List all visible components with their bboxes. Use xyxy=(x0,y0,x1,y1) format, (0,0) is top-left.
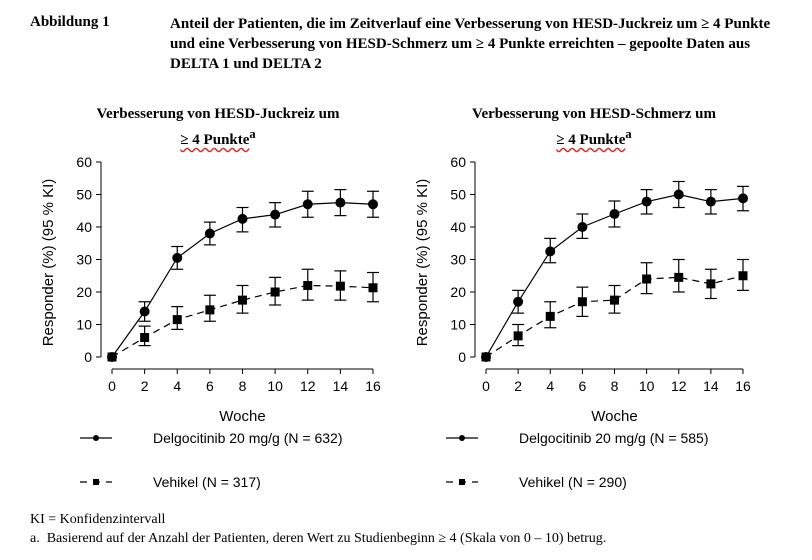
chart-2-series-2-point xyxy=(642,275,651,284)
chart-2-y-tick-label: 30 xyxy=(450,251,466,268)
chart-1-y-tick-label: 0 xyxy=(84,349,92,365)
chart-2-series-1-point xyxy=(738,193,748,203)
chart-2-x-tick-label: 2 xyxy=(514,378,523,394)
chart-2-series-2-point xyxy=(706,279,715,288)
chart-2-x-tick-label: 6 xyxy=(578,378,587,394)
chart-1-series-2-point xyxy=(336,282,345,291)
chart-2-series-2-legend-label: Vehikel (N = 290) xyxy=(519,474,627,490)
chart-2-y-axis-label: Responder (%) (95 % KI) xyxy=(414,178,431,347)
chart-2-series-1-point xyxy=(706,197,716,207)
chart-2-y-tick-label: 10 xyxy=(450,316,466,333)
chart-1-title-line2: ≥ 4 Punkte xyxy=(180,132,250,148)
chart-1-series-1-legend-marker xyxy=(93,435,99,441)
chart-1-series-2-point xyxy=(205,305,214,314)
figure-number: Abbildung 1 xyxy=(30,14,110,30)
chart-1-series-1-point xyxy=(172,253,182,263)
chart-1-series-1-point xyxy=(205,229,215,239)
chart-2-y-tick-label: 20 xyxy=(450,284,466,300)
chart-2-x-tick-label: 4 xyxy=(546,378,555,394)
chart-2-x-axis-label: Woche xyxy=(591,408,638,425)
chart-2-title-line1: Verbesserung von HESD-Schmerz um xyxy=(471,106,717,122)
chart-1-series-2-point xyxy=(140,333,149,342)
chart-1-title-sup: a xyxy=(249,127,256,141)
chart-2-x-tick-label: 16 xyxy=(735,378,751,394)
chart-1-x-axis-label: Woche xyxy=(219,408,266,425)
footnote-a-text: Basierend auf der Anzahl der Patienten, deren Wert zu Studienbeginn ≥ 4 (Skala von 0 – 10) betrug. xyxy=(46,531,607,546)
chart-1-y-tick-label: 50 xyxy=(76,186,92,203)
footnote-abbreviation: KI = Konfidenzintervall xyxy=(30,512,166,527)
chart-2-y-tick-label: 50 xyxy=(450,186,466,203)
chart-1-series-1-point xyxy=(270,210,280,220)
footnote-a xyxy=(30,531,606,547)
chart-2-x-tick-label: 12 xyxy=(670,378,687,394)
chart-1-series-2-legend-label: Vehikel (N = 317) xyxy=(153,474,261,490)
chart-2-x-tick-label: 14 xyxy=(703,378,719,394)
chart-1-x-tick-label: 2 xyxy=(140,378,149,394)
figure-title: Anteil der Patienten, die im Zeitverlauf eine Verbesserung von HESD-Juckreiz um ≥ 4 Punkte und eine Verbesserung von HESD-Schmerz um ≥ 4 Punkte erreichten – gepoolte Daten aus DELTA 1 und DELTA 2 xyxy=(170,16,771,72)
chart-2-series-2-point xyxy=(610,296,619,305)
chart-1-x-tick-label: 14 xyxy=(332,378,349,394)
chart-2-series-1-point xyxy=(642,197,652,207)
chart-1-x-tick-label: 4 xyxy=(173,378,182,394)
chart-1-x-tick-label: 12 xyxy=(299,378,316,394)
chart-2-series-1-point xyxy=(610,209,620,219)
chart-1-series-1-point xyxy=(335,198,345,208)
chart-1-series-2-point xyxy=(271,288,280,297)
chart-1-series-1-point xyxy=(368,199,378,209)
chart-1-y-tick-label: 40 xyxy=(76,219,92,235)
chart-2-title-line2: ≥ 4 Punkte xyxy=(556,132,626,148)
chart-1-x-tick-label: 8 xyxy=(238,378,247,394)
chart-2-series-2-point xyxy=(482,353,491,362)
chart-1-y-tick-label: 30 xyxy=(76,251,92,268)
chart-1-series-2-legend-marker xyxy=(93,479,99,485)
chart-1-series-2-point xyxy=(238,296,247,305)
footnote-a-marker: a. xyxy=(30,531,40,546)
chart-2-series-1-point xyxy=(545,246,555,256)
chart-1-x-tick-label: 0 xyxy=(108,378,116,394)
chart-1-x-tick-label: 6 xyxy=(205,378,214,394)
chart-2-x-tick-label: 8 xyxy=(610,378,619,394)
chart-1-series-1-point xyxy=(303,199,313,209)
chart-2-x-tick-label: 0 xyxy=(482,378,490,394)
chart-2-series-2-point xyxy=(546,312,555,321)
chart-2-x-tick-label: 10 xyxy=(638,378,655,394)
chart-1-series-1-legend-label: Delgocitinib 20 mg/g (N = 632) xyxy=(153,430,343,446)
chart-1-series-2-point xyxy=(108,353,117,362)
chart-1-x-tick-label: 10 xyxy=(267,378,283,394)
chart-2-series-1-point xyxy=(513,297,523,307)
chart-1-y-tick-label: 60 xyxy=(76,154,92,170)
chart-2-series-1-point xyxy=(674,190,684,200)
chart-1-series-2-point xyxy=(303,281,312,290)
chart-2-y-tick-label: 0 xyxy=(458,349,466,365)
chart-2-series-2-legend-marker xyxy=(459,479,465,485)
chart-1-y-tick-label: 20 xyxy=(76,284,92,300)
chart-2-series-2-point xyxy=(674,273,683,282)
chart-2-series-2-point xyxy=(578,297,587,306)
chart-1-y-axis-label: Responder (%) (95 % KI) xyxy=(40,178,57,347)
chart-1-title-line1: Verbesserung von HESD-Juckreiz um xyxy=(96,106,340,122)
chart-2-series-1-legend-marker xyxy=(459,435,465,441)
chart-2-y-tick-label: 40 xyxy=(450,219,466,235)
chart-1-series-2-point xyxy=(173,315,182,324)
chart-2-series-1-legend-label: Delgocitinib 20 mg/g (N = 585) xyxy=(519,430,709,446)
chart-2-series-2-point xyxy=(739,271,748,280)
chart-2-series-2-point xyxy=(514,331,523,340)
chart-1-x-tick-label: 16 xyxy=(365,378,381,394)
chart-2-series-1-point xyxy=(577,222,587,232)
chart-1-series-1-point xyxy=(238,214,248,224)
chart-1-series-1-point xyxy=(140,307,150,317)
chart-1-y-tick-label: 10 xyxy=(76,316,92,333)
chart-1-series-2-point xyxy=(369,283,378,292)
chart-2-title-sup: a xyxy=(625,127,632,141)
chart-2-y-tick-label: 60 xyxy=(450,154,466,170)
